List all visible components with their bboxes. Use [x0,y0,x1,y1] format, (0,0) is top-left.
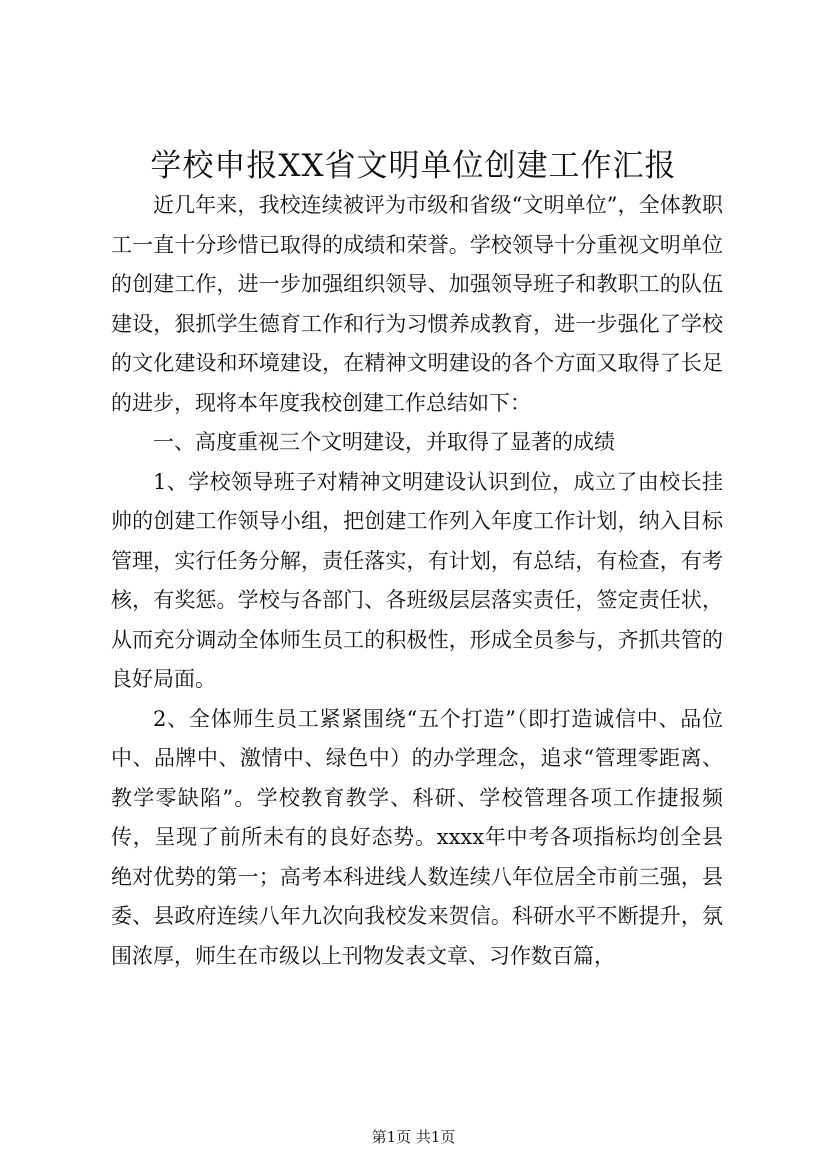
paragraph-section-heading: 一、高度重视三个文明建设，并取得了显著的成绩 [153,430,615,454]
paragraph-item-2: 2、全体师生员工紧紧围绕“五个打造”（即打造诚信中、品位中、品牌中、激情中、绿色中）的办学理念，追求“管理零距离、教学零缺陷”。学校教育教学、科研、学校管理各项工作捷报频传，呈现了前所未有的良好态势。xxxx年中考各项指标均创全县绝对优势的第一；高考本科进线人数连续八年位居全市前三强，县委、县政府连续八年九次向我校发来贺信。科研水平不断提升，氛围浓厚，师生在市级以上刊物发表文章、习作数百篇， [111,706,723,968]
document-body [111,186,723,976]
document-title: 学校申报XX省文明单位创建工作汇报 [150,148,677,184]
page-footer: 第1页 共1页 [371,1128,456,1146]
paragraph-intro: 近几年来，我校连续被评为市级和省级“文明单位”，全体教职工一直十分珍惜已取得的成绩和荣誉。学校领导十分重视文明单位的创建工作，进一步加强组织领导、加强领导班子和教职工的队伍建设，狠抓学生德育工作和行为习惯养成教育，进一步强化了学校的文化建设和环境建设，在精神文明建设的各个方面又取得了长足的进步，现将本年度我校创建工作总结如下： [111,193,723,415]
paragraph-item-1: 1、学校领导班子对精神文明建设认识到位，成立了由校长挂帅的创建工作领导小组，把创建工作列入年度工作计划，纳入目标管理，实行任务分解，责任落实，有计划，有总结，有检查，有考核，有奖惩。学校与各部门、各班级层层落实责任，签定责任状，从而充分调动全体师生员工的积极性，形成全员参与，齐抓共管的良好局面。 [111,469,723,691]
